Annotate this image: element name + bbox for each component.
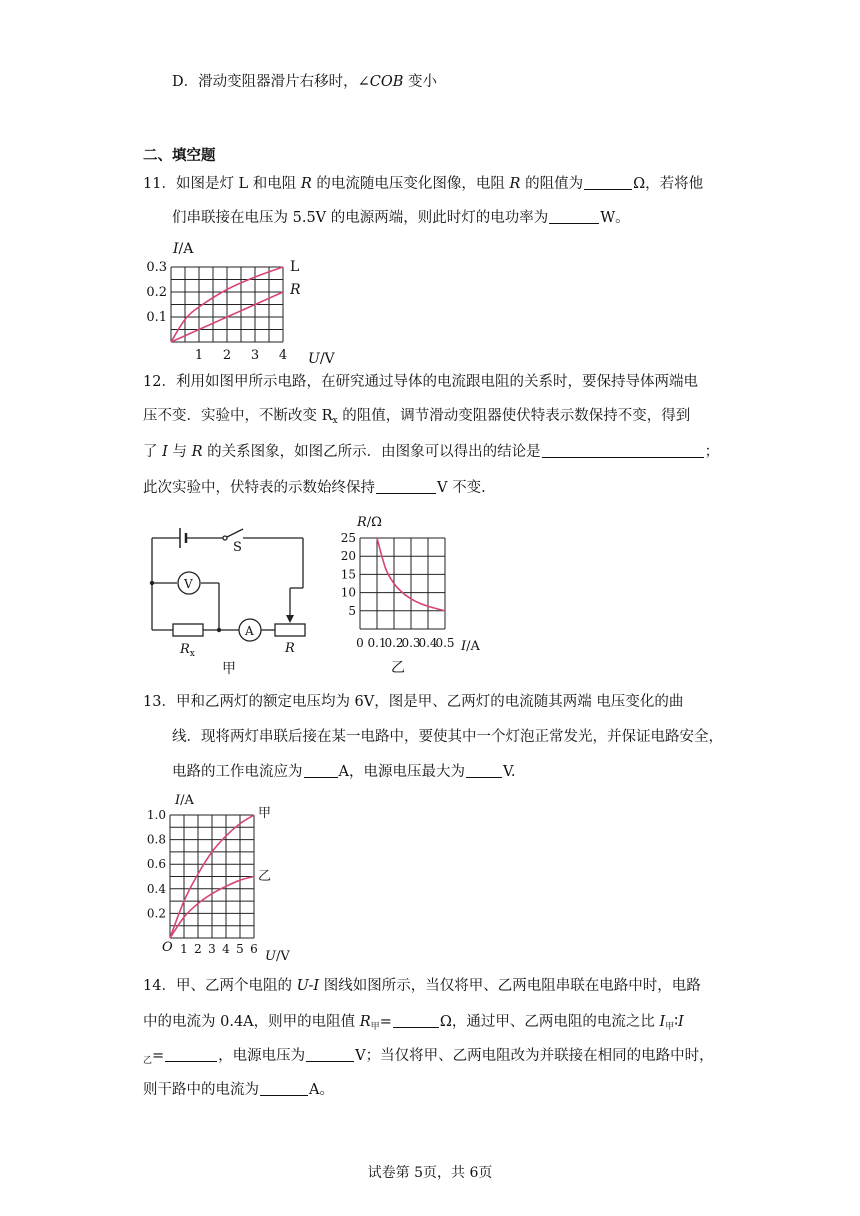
graph-q13-ylabel: I/A (175, 793, 194, 808)
x-tick-label: 4 (222, 942, 230, 956)
answer-blank[interactable] (304, 763, 338, 778)
q11-line1: 11．如图是灯 L 和电阻 R 的电流随电压变化图像，电阻 R 的阻值为 Ω，若将他 (143, 176, 704, 192)
y-tick-label: 5 (348, 603, 356, 618)
x-tick-label: 0.2 (384, 636, 404, 650)
answer-blank[interactable] (466, 763, 502, 778)
graph-q11-ylabel: I/A (173, 241, 194, 257)
y-tick-label: 0.6 (146, 857, 166, 872)
curve-label-yi: 乙 (258, 869, 272, 884)
q12-line1: 12．利用如图甲所示电路，在研究通过导体的电流跟电阻的关系时，要保持导体两端电 (143, 374, 698, 390)
y-tick-label: 0.4 (146, 881, 166, 896)
graph-q12-ylabel: R/Ω (357, 515, 382, 530)
y-tick-label: 0.2 (146, 285, 167, 300)
graph-q11 (140, 238, 350, 367)
x-tick-label: 3 (250, 348, 260, 363)
x-tick-label: 4 (278, 348, 288, 363)
x-tick-label: 0 (356, 636, 364, 650)
option-d: D．滑动变阻器滑片右移时，∠COB 变小 (172, 74, 438, 90)
y-tick-label: 1.0 (146, 808, 166, 822)
graph-q11-xlabel: U/V (308, 351, 335, 367)
answer-blank[interactable] (260, 1081, 308, 1096)
switch-label: S (233, 540, 242, 555)
answer-blank[interactable] (584, 175, 632, 190)
rheostat-label: R (285, 641, 295, 656)
x-tick-label: 5 (236, 942, 244, 956)
q14-line1: 14．甲、乙两个电阻的 U-I 图线如图所示，当仅将甲、乙两电阻串联在电路中时，电路 (143, 978, 701, 994)
answer-blank[interactable] (393, 1013, 439, 1028)
y-tick-label: 0.2 (146, 906, 166, 921)
y-tick-label: 10 (340, 585, 356, 600)
x-tick-label: 2 (194, 942, 202, 956)
graph-q12 (325, 512, 495, 674)
x-tick-label: 0.4 (418, 636, 438, 650)
y-tick-label: 15 (340, 567, 356, 582)
y-tick-label: 0.3 (146, 260, 167, 275)
voltmeter-label: V (184, 577, 193, 591)
curve-label-R: R (290, 282, 301, 298)
curve-label-jia: 甲 (258, 806, 272, 821)
section-heading: 二、填空题 (143, 147, 216, 164)
q13-line2: 线．现将两灯串联后接在某一电路中，要使其中一个灯泡正常发光，并保证电路安全， (172, 729, 723, 745)
graph-q11-grid (171, 267, 283, 342)
q14-line2: 中的电流为 0.4A，则甲的电阻值 $R_甲= \Omega$，通过甲、乙两电阻的电流之比 $I_甲∶I$ (143, 1014, 684, 1032)
y-tick-label: 25 (340, 531, 356, 545)
graph-q12-caption: 乙 (391, 660, 405, 676)
q13-line1: 13．甲和乙两灯的额定电压均为 6V，图是甲、乙两灯的电流随其两端 电压变化的曲 (143, 694, 684, 710)
x-tick-label: 6 (250, 942, 258, 956)
q12-line3: 了 I 与 R 的关系图象，如图乙所示．由图象可以得出的结论是 ； (143, 444, 720, 460)
graph-q13-xlabel: U/V (265, 949, 290, 964)
graph-q12-xlabel: I/A (461, 639, 480, 654)
q12-line4: 此次实验中，伏特表的示数始终保持 V 不变. (143, 480, 486, 496)
q14-line3: $_乙$= ，电源电压为 V；当仅将甲、乙两电阻改为并联接在相同的电路中时， (143, 1048, 714, 1066)
x-tick-label: 0.1 (367, 636, 387, 650)
rx-label: $R_x$ (180, 642, 195, 659)
answer-blank[interactable] (165, 1047, 217, 1062)
y-tick-label: 0.1 (146, 310, 167, 325)
answer-blank[interactable] (376, 479, 436, 494)
page-footer: 试卷第 5页，共 6页 (367, 1165, 493, 1181)
q11-line2: 们串联接在电压为 5.5V 的电源两端，则此时灯的电功率为 W。 (172, 210, 630, 226)
y-tick-label: 0.8 (146, 832, 166, 847)
graph-q13-origin: O (162, 940, 173, 955)
q13-line3: 电路的工作电流应为 A，电源电压最大为 V. (172, 764, 516, 780)
y-tick-label: 20 (340, 549, 356, 564)
x-tick-label: 1 (194, 348, 204, 363)
circuit-caption: 甲 (222, 661, 236, 677)
answer-blank[interactable] (549, 209, 599, 224)
answer-blank[interactable] (542, 443, 704, 458)
circuit-diagram (145, 518, 325, 678)
graph-q13 (140, 790, 310, 965)
x-tick-label: 2 (222, 348, 232, 363)
q14-line4: 则干路中的电流为 A。 (143, 1082, 334, 1098)
x-tick-label: 1 (180, 942, 188, 956)
answer-blank[interactable] (306, 1047, 354, 1062)
ammeter-label: A (245, 624, 254, 638)
x-tick-label: 0.3 (401, 636, 421, 650)
curve-label-L: L (290, 259, 300, 275)
x-tick-label: 0.5 (435, 636, 455, 650)
q12-line2: 压不变．实验中，不断改变 $R_x$ 的阻值，调节滑动变阻器使伏特表示数保持不变，得到 (143, 408, 691, 426)
x-tick-label: 3 (208, 942, 216, 956)
